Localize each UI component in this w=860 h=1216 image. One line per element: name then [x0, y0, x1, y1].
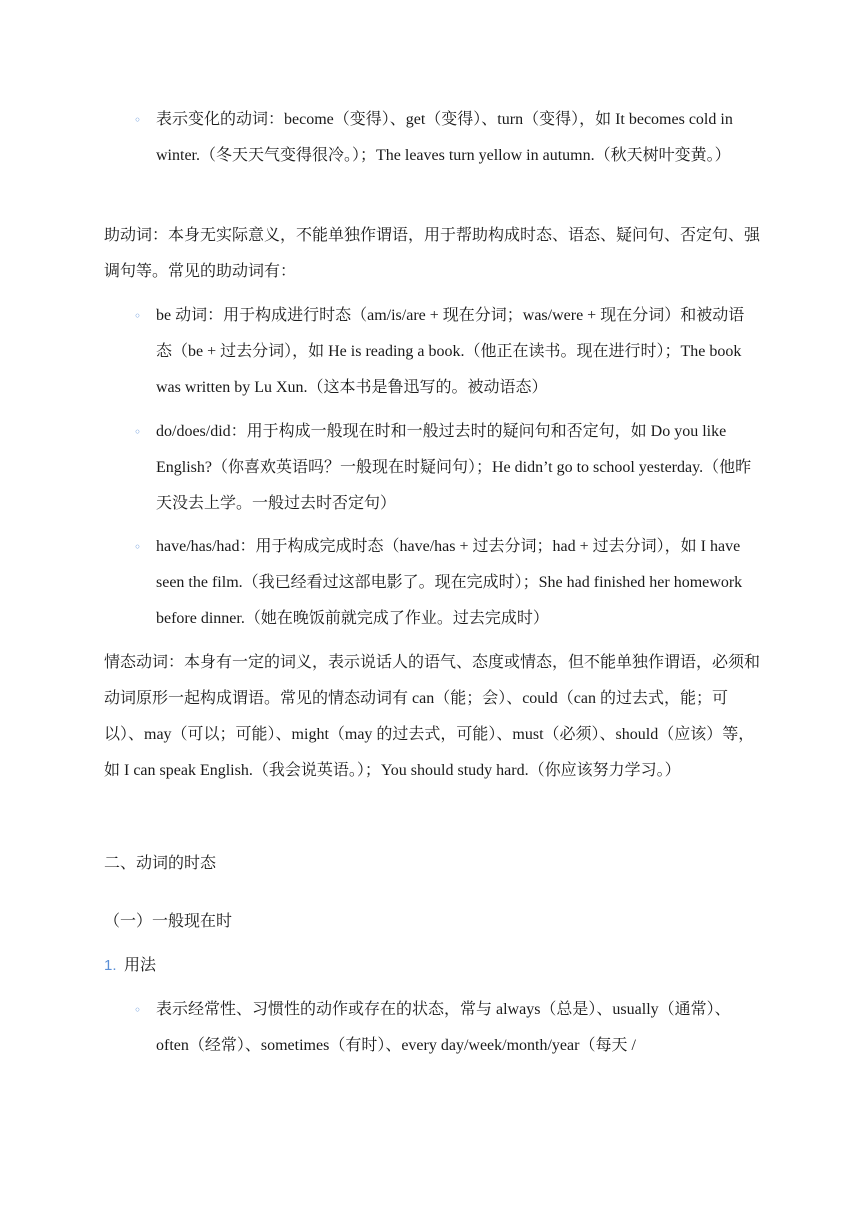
list-item-text: have/has/had：用于构成完成时态（have/has + 过去分词；had + 过去分词），如 I have seen the film.（我已经看过这部电影了。现在完成时）；She had finished her homework before dinner.（她在晚饭前就完成了作业。过去完成时） [156, 538, 743, 627]
bullet-marker: ◦ [134, 540, 142, 554]
list-item-text: do/does/did：用于构成一般现在时和一般过去时的疑问句和否定句，如 Do you like English?（你喜欢英语吗？一般现在时疑问句）；He didn’t go to school yesterday.（他昨天没去上学。一般过去时否定句） [156, 423, 752, 512]
list-number: 1. [104, 957, 117, 974]
paragraph-auxiliary-verbs: 助动词：本身无实际意义，不能单独作谓语，用于帮助构成时态、语态、疑问句、否定句、强调句等。常见的助动词有： [104, 227, 761, 280]
list-item-text: be 动词：用于构成进行时态（am/is/are + 现在分词；was/were + 现在分词）和被动语态（be + 过去分词），如 He is reading a book.（他正在读书。现在进行时）；The book was written by Lu Xun.（这本书是鲁迅写的。被动语态） [156, 307, 745, 396]
list-item-do-does-did [134, 414, 760, 522]
list-item-be-verb [134, 298, 760, 406]
section-heading-verb-tenses: 二、动词的时态 [104, 855, 217, 872]
bullet-marker: ◦ [134, 113, 142, 127]
list-item-change-verbs [134, 102, 760, 174]
subsection-heading-simple-present: （一）一般现在时 [104, 913, 233, 930]
list-item-have-has-had [134, 529, 760, 637]
bullet-marker: ◦ [134, 425, 142, 439]
list-item-text: 表示变化的动词：become（变得）、get（变得）、turn（变得），如 It becomes cold in winter.（冬天天气变得很冷。）；The leaves turn yellow in autumn.（秋天树叶变黄。） [156, 111, 733, 164]
list-item-text: 表示经常性、习惯性的动作或存在的状态，常与 always（总是）、usually（通常）、often（经常）、sometimes（有时）、every day/week/month/year（每天 / [156, 1001, 731, 1054]
paragraph-modal-verbs: 情态动词：本身有一定的词义，表示说话人的语气、态度或情态，但不能单独作谓语，必须和动词原形一起构成谓语。常见的情态动词有 can（能；会）、could（can 的过去式，能；可以）、may（可以；可能）、might（may 的过去式，可能）、must（必须）、should（应该）等，如 I can speak English.（我会说英语。）；You should study hard.（你应该努力学习。） [104, 654, 761, 779]
bullet-marker: ◦ [134, 309, 142, 323]
numbered-item-label: 用法 [124, 957, 157, 974]
bullet-marker: ◦ [134, 1003, 142, 1017]
numbered-item-usage [104, 948, 157, 984]
list-item-habitual-actions [134, 992, 760, 1064]
